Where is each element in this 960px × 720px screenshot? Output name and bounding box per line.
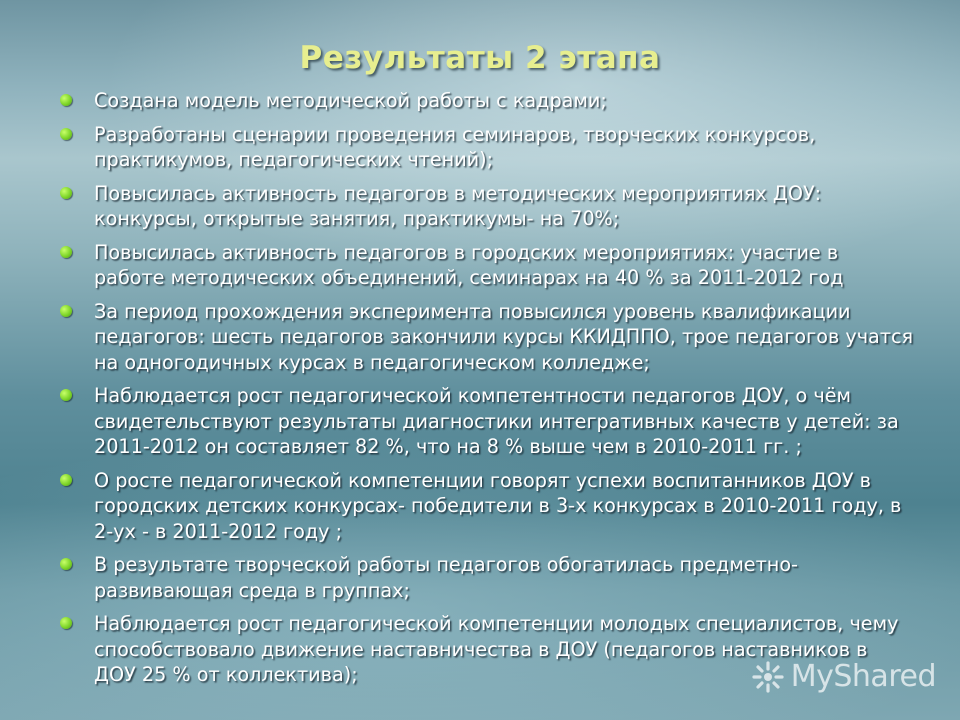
list-item — [58, 122, 914, 173]
bullet-text: За период прохождения эксперимента повысился уровень квалификации педагогов: шесть педагогов закончили курсы ККИДППО, трое педагогов учатся на одногодичных курсах в педагогическом колледже; — [94, 299, 914, 374]
list-item — [58, 240, 914, 291]
bullet-text: Повысилась активность педагогов в методических мероприятиях ДОУ: конкурсы, открытые занятия, практикумы- на 70%; — [94, 181, 822, 230]
myshared-logo-icon — [751, 660, 785, 694]
bullet-dot-icon — [60, 187, 72, 199]
bullet-text: Наблюдается рост педагогической компетентности педагогов ДОУ, о чём свидетельствуют результаты диагностики интегративных качеств у детей: за 2011-2012 он составляет 82 %, что на 8 % выше чем в 2010-2011 гг. ; — [94, 384, 899, 458]
list-item — [58, 383, 914, 460]
bullet-dot-icon — [60, 389, 72, 401]
bullet-dot-icon — [60, 246, 72, 258]
list-item — [58, 181, 914, 232]
bullet-dot-icon — [60, 474, 72, 486]
bullet-dot-icon — [60, 94, 72, 106]
slide-title: Результаты 2 этапа — [299, 40, 661, 76]
bullet-dot-icon — [60, 128, 72, 140]
bullet-text: Разработаны сценарии проведения семинаров, творческих конкурсов, практикумов, педагогических чтений); — [94, 122, 816, 171]
myshared-watermark — [751, 659, 936, 694]
bullet-text: В результате творческой работы педагогов обогатилась предметно-развивающая среда в группах; — [94, 553, 798, 602]
bullet-text: О росте педагогической компетенции говорят успехи воспитанников ДОУ в городских детских конкурсах- победители в 3-х конкурсах в 2010-2011 году, в 2-ух - в 2011-2012 году ; — [94, 468, 902, 543]
list-item — [58, 88, 914, 114]
bullet-list — [58, 88, 914, 696]
list-item — [58, 552, 914, 603]
bullet-dot-icon — [60, 305, 72, 317]
bullet-dot-icon — [60, 558, 72, 570]
bullet-dot-icon — [60, 617, 72, 629]
bullet-text: Наблюдается рост педагогической компетенции молодых специалистов, чему способствовало движение наставничества в ДОУ (педагогов наставников в ДОУ 25 % от коллектива); — [94, 612, 899, 686]
bullet-text: Создана модель методической работы с кадрами; — [94, 89, 607, 112]
watermark-text: MyShared — [790, 659, 936, 694]
list-item — [58, 468, 914, 545]
list-item — [58, 299, 914, 376]
bullet-text: Повысилась активность педагогов в городских мероприятиях: участие в работе методических объединений, семинарах на 40 % за 2011-2012 год — [94, 240, 844, 289]
